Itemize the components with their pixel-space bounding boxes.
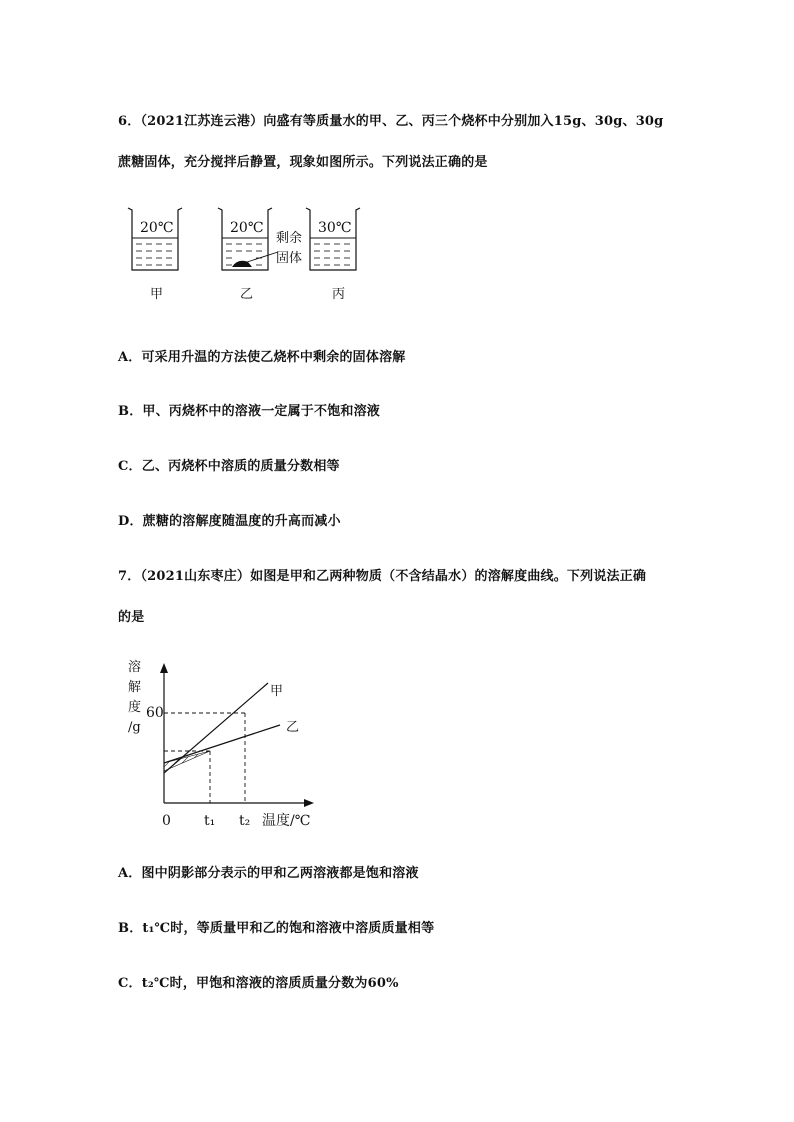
q7-solubility-graph [120,655,350,845]
y-axis-char-1: 溶 [128,660,142,675]
x-axis-label: 温度/℃ [262,813,311,829]
y-tick-60: 60 [146,705,164,721]
beaker-yi [218,208,302,302]
beaker-yi-note-line2: 固体 [276,251,303,266]
curve-yi [164,725,280,763]
beaker-yi-name: 乙 [240,287,254,302]
beaker-bing-name: 丙 [332,287,346,302]
q6-option-c: C．乙、丙烧杯中溶质的质量分数相等 [118,459,340,474]
y-axis-char-4: /g [128,720,141,735]
beaker-jia-temp: 20℃ [140,220,174,236]
q7-stem-line2: 的是 [118,610,145,625]
q6-option-a: A．可采用升温的方法使乙烧杯中剩余的固体溶解 [118,350,406,365]
q7-option-b: B．t₁℃时，等质量甲和乙的饱和溶液中溶质质量相等 [118,921,435,936]
origin-label: 0 [162,813,171,829]
x-axis-arrow [304,799,314,807]
x-tick-t2: t₂ [239,813,251,829]
beaker-bing-temp: 30℃ [318,220,352,236]
beaker-jia [128,208,182,302]
x-tick-t1: t₁ [204,813,216,829]
beaker-yi-temp: 20℃ [230,220,264,236]
curve-label-jia: 甲 [270,684,284,699]
curve-jia [164,683,268,773]
q7-stem-line1: 7．（2021山东枣庄）如图是甲和乙两种物质（不含结晶水）的溶解度曲线。下列说法正确 [118,569,647,584]
q6-option-b: B．甲、丙烧杯中的溶液一定属于不饱和溶液 [118,404,380,419]
q7-option-c: C．t₂℃时，甲饱和溶液的溶质质量分数为60% [118,976,399,991]
y-axis-char-3: 度 [128,700,142,715]
q7-option-a: A．图中阴影部分表示的甲和乙两溶液都是饱和溶液 [118,866,419,881]
y-axis-char-2: 解 [128,680,142,695]
curve-label-yi: 乙 [286,720,300,735]
beaker-yi-note-line1: 剩余 [276,231,303,246]
y-axis-arrow [160,663,168,673]
beaker-jia-name: 甲 [150,287,164,302]
q6-beaker-figure [120,200,380,310]
beaker-bing [306,208,360,302]
q6-stem-line1: 6．（2021江苏连云港）向盛有等质量水的甲、乙、丙三个烧杯中分别加入15g、30g、30g [118,114,664,129]
q6-stem-line2: 蔗糖固体，充分搅拌后静置，现象如图所示。下列说法正确的是 [118,155,488,170]
q6-option-d: D．蔗糖的溶解度随温度的升高而减小 [118,514,341,529]
